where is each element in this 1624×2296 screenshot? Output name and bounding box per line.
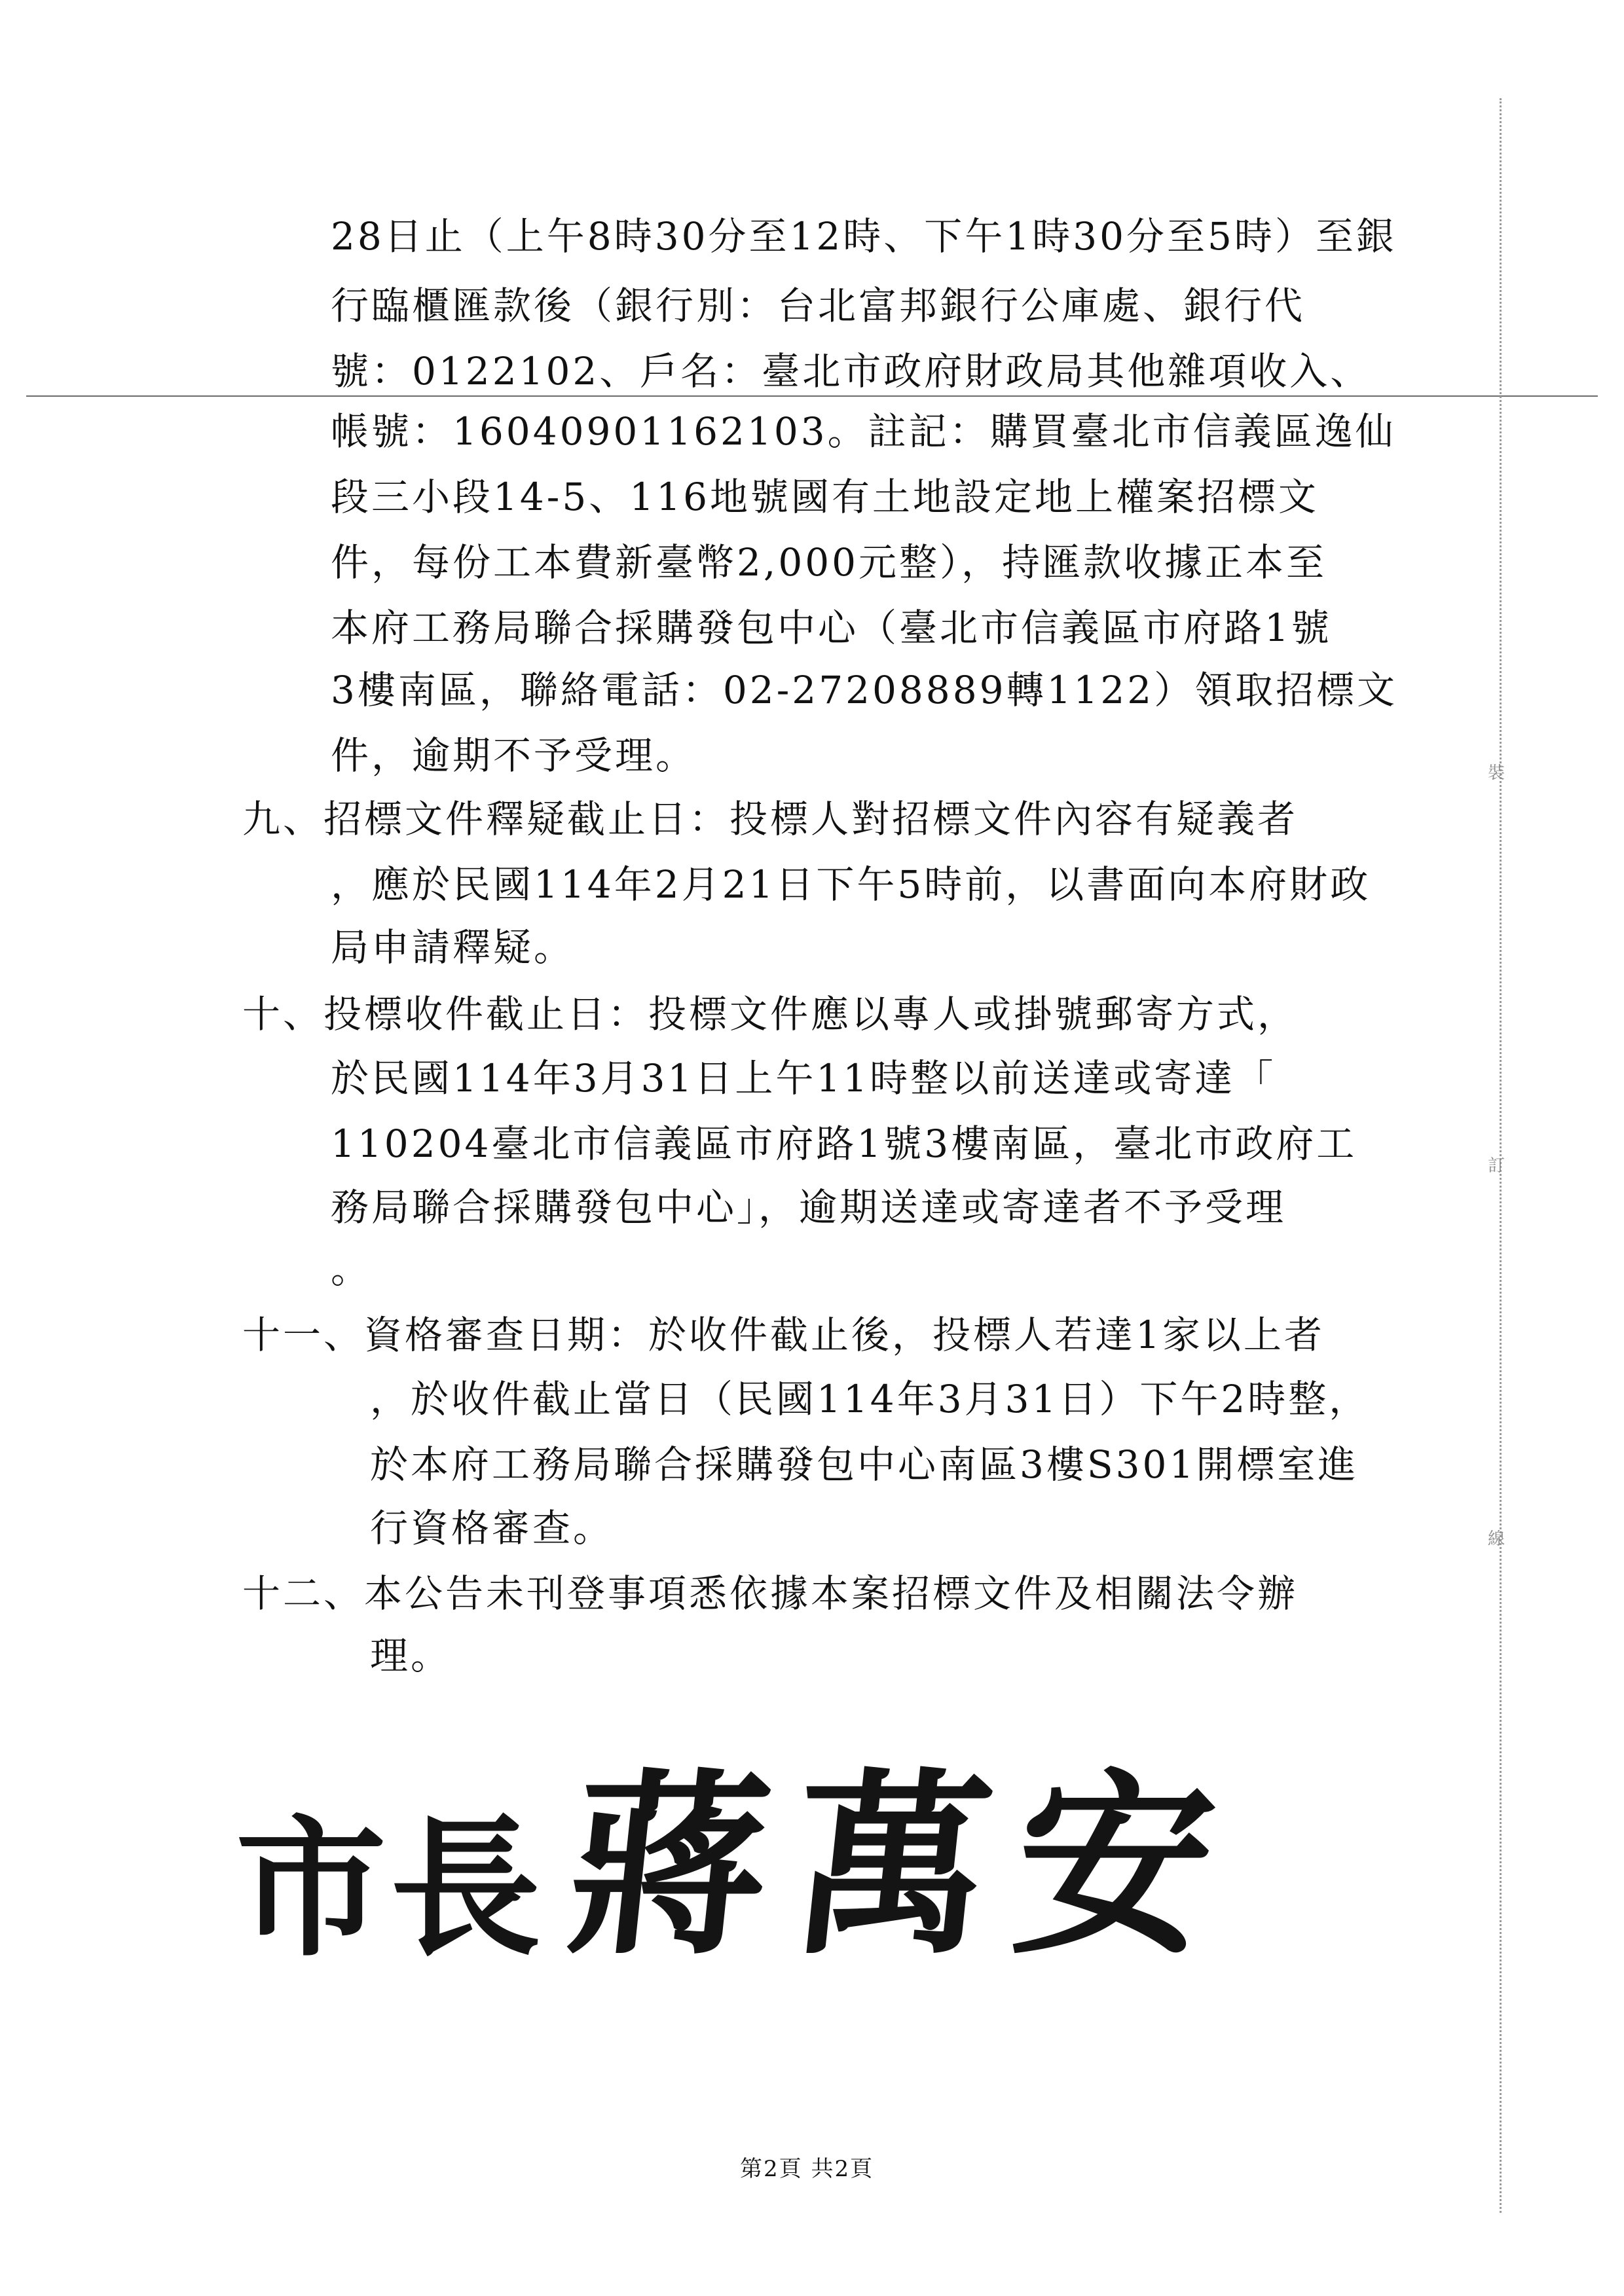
fold-rule (26, 395, 1598, 397)
text-line: 3樓南區，聯絡電話：02-27208889轉1122）領取招標文 (331, 668, 1398, 712)
binding-mark: 訂 (1488, 1156, 1505, 1176)
text-line: 局申請釋疑。 (331, 925, 575, 970)
clause-12-heading: 十二、本公告未刊登事項悉依據本案招標文件及相關法令辦 (242, 1571, 1299, 1616)
signature-title: 市長 (236, 1800, 545, 1977)
clause-10-heading: 十、投標收件截止日：投標文件應以專人或掛號郵寄方式， (242, 992, 1299, 1036)
text-line: 件，逾期不予受理。 (331, 733, 697, 778)
text-line: 於民國114年3月31日上午11時整以前送達或寄達「 (331, 1056, 1276, 1101)
text-line: 理。 (370, 1633, 452, 1678)
binding-mark: 裝 (1488, 763, 1505, 783)
text-line: 28日止（上午8時30分至12時、下午1時30分至5時）至銀 (331, 214, 1397, 259)
text-line: 行資格審查。 (370, 1506, 614, 1550)
text-line: 段三小段14-5、116地號國有土地設定地上權案招標文 (331, 475, 1320, 519)
text-line: 行臨櫃匯款後（銀行別：台北富邦銀行公庫處、銀行代 (331, 283, 1306, 328)
text-line: 帳號：16040901162103。註記：購買臺北市信義區逸仙 (331, 409, 1396, 454)
page-number: 第2頁 共2頁 (740, 2156, 874, 2182)
text-line: 。 (331, 1247, 372, 1292)
text-line: 本府工務局聯合採購發包中心（臺北市信義區市府路1號 (331, 606, 1332, 650)
text-line: ，應於民國114年2月21日下午5時前，以書面向本府財政 (331, 862, 1371, 907)
text-line: 號：0122102、戶名：臺北市政府財政局其他雜項收入、 (331, 349, 1371, 393)
binding-mark: 線 (1488, 1529, 1505, 1549)
clause-9-heading: 九、招標文件釋疑截止日：投標人對招標文件內容有疑義者 (242, 797, 1299, 841)
clause-11-heading: 十一、資格審查日期：於收件截止後，投標人若達1家以上者 (242, 1313, 1325, 1357)
text-line: ，於收件截止當日（民國114年3月31日）下午2時整， (370, 1377, 1370, 1421)
text-line: 務局聯合採購發包中心」，逾期送達或寄達者不予受理 (331, 1185, 1287, 1230)
signature-name: 蔣萬安 (559, 1750, 1251, 1981)
text-line: 於本府工務局聯合採購發包中心南區3樓S301開標室進 (370, 1442, 1359, 1487)
text-line: 110204臺北市信義區市府路1號3樓南區，臺北市政府工 (331, 1121, 1357, 1166)
text-line: 件，每份工本費新臺幣2,000元整），持匯款收據正本至 (331, 540, 1327, 585)
mayor-signature (236, 1750, 1251, 1981)
